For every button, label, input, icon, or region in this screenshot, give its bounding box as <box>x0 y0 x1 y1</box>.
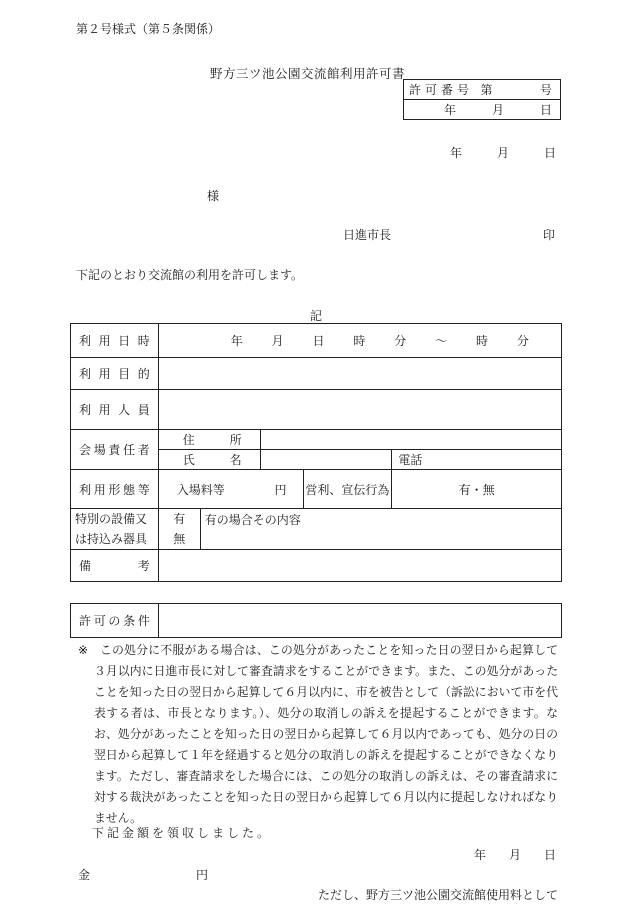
receipt-text: 下記金額を領収しました。 <box>92 826 273 840</box>
admission-yen: 円 <box>274 482 287 497</box>
issue-day: 日 <box>543 146 556 160</box>
equipment-details-cell[interactable] <box>200 509 561 550</box>
seal-mark: 印 <box>543 228 556 242</box>
commercial-label: 営利、宣伝行為 <box>303 470 392 509</box>
name-cell[interactable] <box>260 450 392 470</box>
purpose-cell[interactable] <box>158 358 561 390</box>
schedule-year: 年 <box>230 334 243 348</box>
address-cell[interactable] <box>260 430 561 450</box>
form-type-label: 利用形態等 <box>71 470 159 509</box>
schedule-month: 月 <box>271 334 284 348</box>
equipment-no: 無 <box>173 532 186 546</box>
schedule-hour: 時 <box>353 334 366 348</box>
issue-year: 年 <box>450 146 463 160</box>
receipt-month: 月 <box>508 848 521 862</box>
schedule-end-minute: 分 <box>516 334 529 348</box>
people-label: 利用人員 <box>71 390 159 430</box>
purpose-label: 利用目的 <box>71 358 159 390</box>
admission-label: 入場料等 <box>176 482 225 497</box>
intro-text: 下記のとおり交流館の利用を許可します。 <box>76 268 304 282</box>
schedule-tilde: ～ <box>435 334 448 348</box>
receipt-footer: ただし、野方三ツ池公園交流館使用料として <box>318 888 559 902</box>
permit-number-cell[interactable] <box>404 80 561 100</box>
commercial-yes-no[interactable]: 有・無 <box>392 470 562 509</box>
permit-day: 日 <box>539 103 552 117</box>
usage-table <box>70 323 562 582</box>
schedule-end-hour: 時 <box>476 334 489 348</box>
issuer-name: 日進市長 <box>343 228 392 242</box>
permit-number-dai: 第 <box>480 83 493 97</box>
usage-datetime-label: 利用日時 <box>71 324 159 358</box>
receipt-year: 年 <box>474 848 487 862</box>
permit-date-cell[interactable] <box>404 100 561 120</box>
permit-number-box <box>403 79 561 120</box>
people-cell[interactable] <box>158 390 561 430</box>
permit-number-label: 許可番号 <box>409 83 474 97</box>
conditions-cell[interactable] <box>158 604 561 638</box>
remarks-label: 備考 <box>71 550 159 582</box>
equipment-label <box>71 509 159 550</box>
equipment-label-line2: は持込み器具 <box>75 532 148 546</box>
equipment-yes-no[interactable] <box>158 509 200 550</box>
receipt-date <box>474 846 556 863</box>
name-label: 氏 名 <box>158 450 260 470</box>
address-label: 住 所 <box>158 430 260 450</box>
issue-month: 月 <box>496 146 509 160</box>
conditions-label: 許可の条件 <box>71 604 159 638</box>
receipt-day: 日 <box>543 848 556 862</box>
conditions-table <box>70 603 562 638</box>
note-mark: ※ <box>78 643 88 657</box>
admission-cell[interactable] <box>158 470 303 509</box>
appeal-notice <box>78 640 558 829</box>
permit-number-go: 号 <box>539 83 552 97</box>
ki-heading: 記 <box>310 309 323 323</box>
amount-kin: 金 <box>78 868 91 882</box>
permit-month: 月 <box>491 103 504 117</box>
details-label: 有の場合その内容 <box>204 513 301 527</box>
issue-date <box>450 144 556 161</box>
phone-cell[interactable] <box>392 450 562 470</box>
note-text: この処分に不服がある場合は、この処分があったことを知った日の翌日から起算して３月以内に日進市長に対して審査請求をすることができます。また、この処分があったことを知った日の翌日から起算して６月以内に、市を被告として（訴訟において市を代表する者は、市長となります。）、処分の取消しの訴えを提起することができます。なお、処分があったことを知った日の翌日から起算して６月以内であっても、処分の日の翌日から起算して１年を経過すると処分の取消しの訴えを提起することができなくなります。ただし、審査請求をした場合には、この処分の取消しの訴えは、その審査請求に対する裁決があったことを知った日の翌日から起算して６月以内に提起しなければなりません。 <box>94 643 558 825</box>
phone-label: 電話 <box>398 453 423 467</box>
permit-year: 年 <box>444 103 457 117</box>
schedule-minute: 分 <box>394 334 407 348</box>
form-label: 第２号様式（第５条関係） <box>76 22 221 36</box>
schedule-day: 日 <box>312 334 325 348</box>
amount-yen: 円 <box>196 868 209 882</box>
equipment-label-line1: 特別の設備又 <box>75 512 148 526</box>
equipment-yes: 有 <box>173 512 186 526</box>
addressee-suffix: 様 <box>207 189 220 203</box>
usage-datetime-cell[interactable] <box>158 324 561 358</box>
remarks-cell[interactable] <box>158 550 561 582</box>
document-title: 野方三ツ池公園交流館利用許可書 <box>210 66 406 81</box>
manager-label: 会場責任者 <box>71 430 159 470</box>
